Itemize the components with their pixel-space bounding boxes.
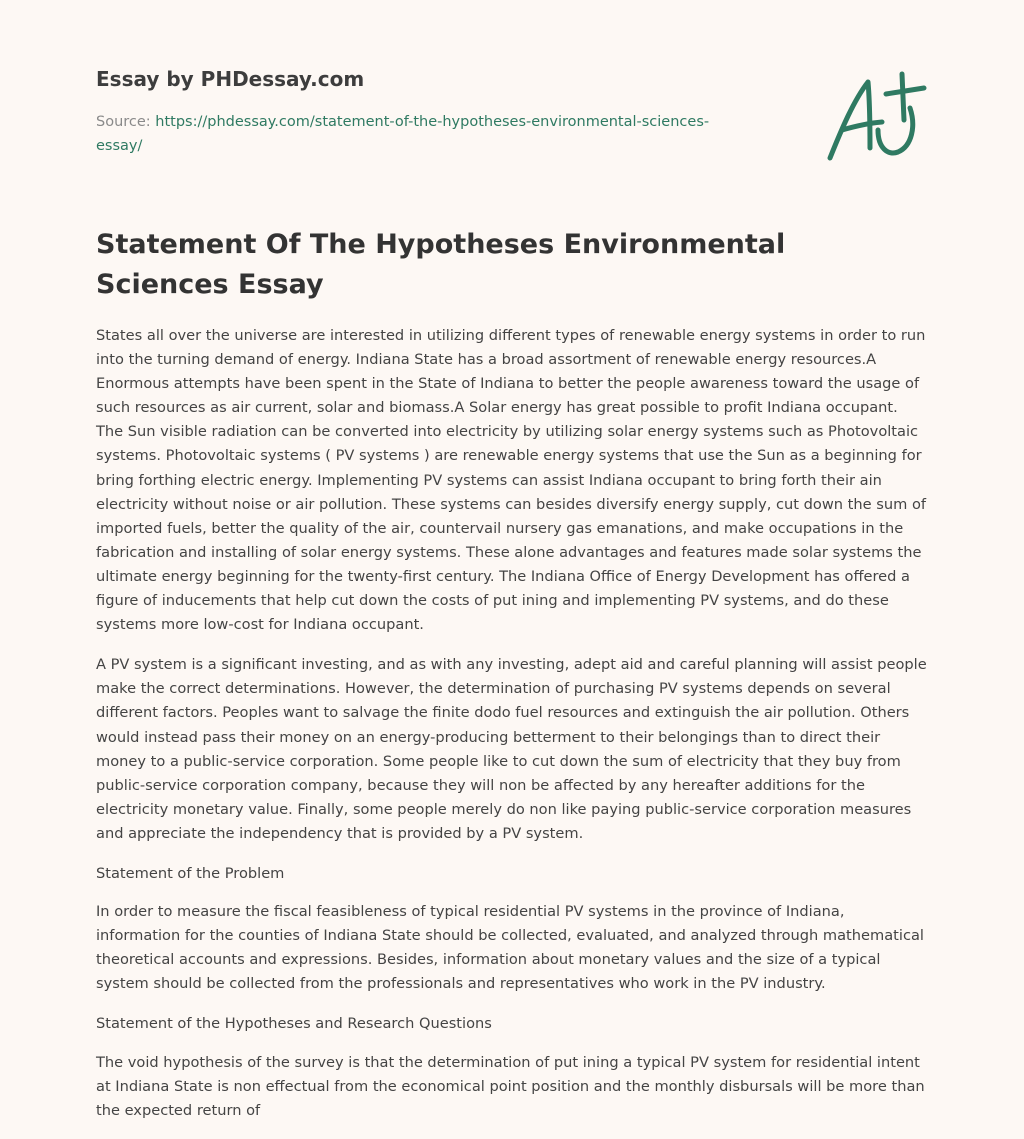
section-heading: Statement of the Problem [96, 864, 285, 882]
paragraph: A PV system is a significant investing, and as with any investing, adept aid and careful planning will assist people make the correct determinations. However, the determination of purchasing PV systems depends on several different factors. Peoples want to salvage the finite dodo fuel resources and extinguish the air pollution. Others would instead pass their money on an energy-producing betterment to their belongings than to direct their money to a public-service corporation. Some people like to cut down the sum of electricity that they buy from public-service corporation company, because they will non be affected by any hereafter additions for the electricity monetary value. Finally, some people merely do non like paying public-service corporation measures and appreciate the independency that is provided by a PV system. [96, 656, 927, 842]
paragraph: States all over the universe are interested in utilizing different types of renewable energy systems in order to run into the turning demand of energy. Indiana State has a broad assortment of renewable energy resources.A Enormous attempts have been spent in the State of Indiana to better the people awareness toward the usage of such resources as air current, solar and biomass.A Solar energy has great possible to profit Indiana occupant. The Sun visible radiation can be converted into electricity by utilizing solar energy systems such as Photovoltaic systems. Photovoltaic systems ( PV systems ) are renewable energy systems that use the Sun as a beginning for bring forthing electric energy. Implementing PV systems can assist Indiana occupant to bring forth their ain electricity without noise or air pollution. These systems can besides diversify energy supply, cut down the sum of imported fuels, better the quality of the air, countervail nursery gas emanations, and make occupations in the fabrication and installing of solar energy systems. These alone advantages and features made solar systems the ultimate energy beginning for the twenty-first century. The Indiana Office of Energy Development has offered a figure of inducements that help cut down the costs of put ining and implementing PV systems, and do these systems more low-cost for Indiana occupant. [96, 327, 927, 634]
paragraph: In order to measure the fiscal feasibleness of typical residential PV systems in the province of Indiana, information for the counties of Indiana State should be collected, evaluated, and analyzed through mathematical theoretical accounts and expressions. Besides, information about monetary values and the size of a typical system should be collected from the professionals and representatives who work in the PV industry. [96, 903, 924, 993]
section-heading: Statement of the Hypotheses and Research Questions [96, 1015, 492, 1033]
source-label: Source: [96, 114, 156, 130]
source-link[interactable]: https://phdessay.com/statement-of-the-hypotheses-environmental-sciences-essay/ [96, 114, 710, 154]
essay-title: Statement Of The Hypotheses Environmental Sciences Essay [96, 229, 786, 300]
essay-body [96, 324, 928, 1139]
source-line [96, 110, 736, 158]
paragraph: The void hypothesis of the survey is that the determination of put ining a typical PV system for residential intent at Indiana State is non effectual from the economical point position and the monthly disbursals will be more than the expected return of [96, 1053, 925, 1119]
brand-title: Essay by PHDessay.com [96, 67, 365, 91]
document-header [96, 66, 796, 158]
a-plus-grade-icon [820, 68, 930, 166]
